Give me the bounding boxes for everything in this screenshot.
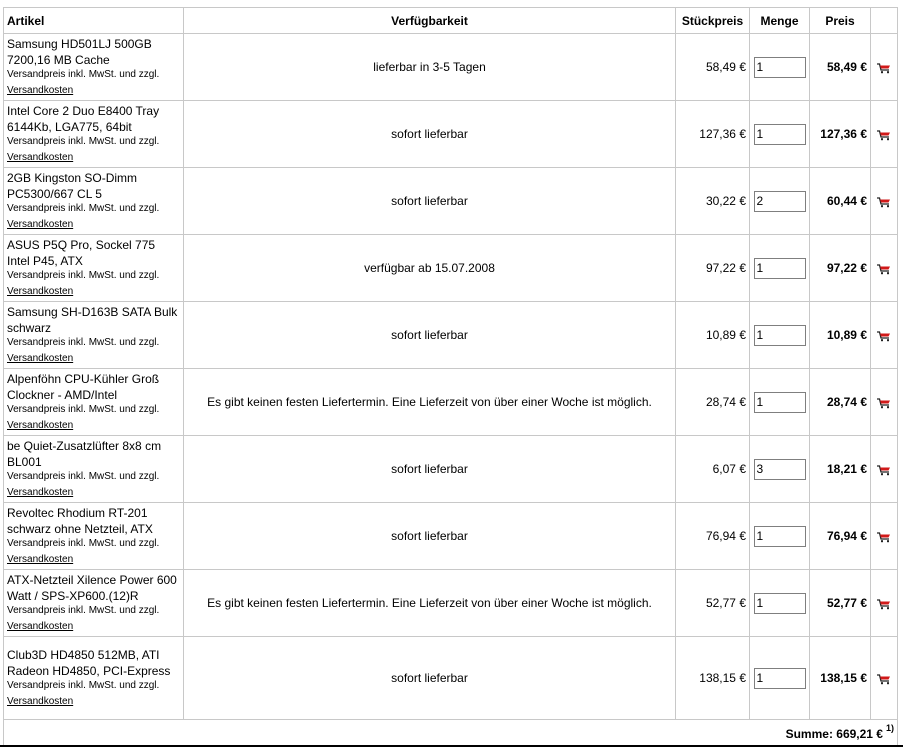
unit-price: 76,94 €	[676, 503, 750, 570]
cart-remove-icon[interactable]	[876, 463, 892, 475]
cart-row	[4, 570, 898, 637]
shipping-note: Versandpreis inkl. MwSt. und zzgl.	[7, 203, 160, 214]
item-cell	[4, 34, 184, 101]
unit-price: 10,89 €	[676, 302, 750, 369]
unit-price: 127,36 €	[676, 101, 750, 168]
availability-text: sofort lieferbar	[184, 302, 676, 369]
cart-remove-icon[interactable]	[876, 329, 892, 341]
unit-price: 97,22 €	[676, 235, 750, 302]
availability-text: sofort lieferbar	[184, 436, 676, 503]
cart-total: Summe: 669,21 €	[785, 727, 883, 741]
availability-text: verfügbar ab 15.07.2008	[184, 235, 676, 302]
availability-text: lieferbar in 3-5 Tagen	[184, 34, 676, 101]
cart-row	[4, 235, 898, 302]
remove-cell	[871, 168, 898, 235]
line-total: 28,74 €	[810, 369, 871, 436]
line-total: 58,49 €	[810, 34, 871, 101]
item-cell	[4, 436, 184, 503]
item-name: Intel Core 2 Duo E8400 Tray 6144Kb, LGA775, 64bit	[7, 104, 160, 134]
sum-row	[4, 720, 898, 747]
quantity-cell	[750, 101, 810, 168]
line-total: 52,77 €	[810, 570, 871, 637]
availability-text: sofort lieferbar	[184, 168, 676, 235]
remove-cell	[871, 369, 898, 436]
availability-text: sofort lieferbar	[184, 503, 676, 570]
availability-text: sofort lieferbar	[184, 101, 676, 168]
shopping-cart-table	[3, 7, 898, 747]
remove-cell	[871, 302, 898, 369]
quantity-cell	[750, 235, 810, 302]
remove-cell	[871, 34, 898, 101]
quantity-input[interactable]	[754, 593, 806, 614]
shipping-note: Versandpreis inkl. MwSt. und zzgl.	[7, 471, 160, 482]
line-total: 97,22 €	[810, 235, 871, 302]
cart-remove-icon[interactable]	[876, 195, 892, 207]
line-total: 127,36 €	[810, 101, 871, 168]
quantity-cell	[750, 570, 810, 637]
quantity-cell	[750, 369, 810, 436]
unit-price: 6,07 €	[676, 436, 750, 503]
shipping-cost-link[interactable]: Versandkosten	[7, 286, 74, 297]
shipping-cost-link[interactable]: Versandkosten	[7, 152, 74, 163]
header-remove	[871, 8, 898, 34]
quantity-cell	[750, 436, 810, 503]
quantity-cell	[750, 637, 810, 720]
quantity-input[interactable]	[754, 668, 806, 689]
shipping-note: Versandpreis inkl. MwSt. und zzgl.	[7, 538, 160, 549]
shipping-cost-link[interactable]: Versandkosten	[7, 696, 74, 707]
availability-text: Es gibt keinen festen Liefertermin. Eine Lieferzeit von über einer Woche ist möglich.	[184, 570, 676, 637]
remove-cell	[871, 503, 898, 570]
unit-price: 58,49 €	[676, 34, 750, 101]
shipping-cost-link[interactable]: Versandkosten	[7, 85, 74, 96]
quantity-input[interactable]	[754, 392, 806, 413]
quantity-input[interactable]	[754, 258, 806, 279]
item-cell	[4, 101, 184, 168]
shipping-note: Versandpreis inkl. MwSt. und zzgl.	[7, 337, 160, 348]
item-cell	[4, 570, 184, 637]
shipping-note: Versandpreis inkl. MwSt. und zzgl.	[7, 136, 160, 147]
item-name: Samsung HD501LJ 500GB 7200,16 MB Cache	[7, 37, 152, 67]
header-row	[4, 8, 898, 34]
cart-row	[4, 168, 898, 235]
quantity-cell	[750, 34, 810, 101]
cart-row	[4, 503, 898, 570]
quantity-input[interactable]	[754, 459, 806, 480]
shipping-note: Versandpreis inkl. MwSt. und zzgl.	[7, 680, 160, 691]
remove-cell	[871, 436, 898, 503]
cart-row	[4, 637, 898, 720]
line-total: 76,94 €	[810, 503, 871, 570]
shipping-note: Versandpreis inkl. MwSt. und zzgl.	[7, 404, 160, 415]
item-cell	[4, 235, 184, 302]
sum-footnote: 1)	[885, 723, 894, 733]
item-name: 2GB Kingston SO-Dimm PC5300/667 CL 5	[7, 171, 138, 201]
header-availability: Verfügbarkeit	[184, 8, 676, 34]
sum-cell	[4, 720, 898, 747]
item-cell	[4, 503, 184, 570]
unit-price: 138,15 €	[676, 637, 750, 720]
shipping-note: Versandpreis inkl. MwSt. und zzgl.	[7, 69, 160, 80]
item-name: Samsung SH-D163B SATA Bulk schwarz	[7, 305, 178, 335]
cart-remove-icon[interactable]	[876, 262, 892, 274]
unit-price: 28,74 €	[676, 369, 750, 436]
item-name: Revoltec Rhodium RT-201 schwarz ohne Netzteil, ATX	[7, 506, 153, 536]
line-total: 60,44 €	[810, 168, 871, 235]
remove-cell	[871, 570, 898, 637]
quantity-input[interactable]	[754, 191, 806, 212]
header-unit-price: Stückpreis	[676, 8, 750, 34]
header-artikel: Artikel	[4, 8, 184, 34]
shipping-cost-link[interactable]: Versandkosten	[7, 420, 74, 431]
item-cell	[4, 302, 184, 369]
remove-cell	[871, 235, 898, 302]
shipping-cost-link[interactable]: Versandkosten	[7, 353, 74, 364]
item-cell	[4, 637, 184, 720]
line-total: 10,89 €	[810, 302, 871, 369]
header-quantity: Menge	[750, 8, 810, 34]
shipping-cost-link[interactable]: Versandkosten	[7, 487, 74, 498]
unit-price: 30,22 €	[676, 168, 750, 235]
remove-cell	[871, 637, 898, 720]
cart-remove-icon[interactable]	[876, 530, 892, 542]
cart-row	[4, 302, 898, 369]
cart-remove-icon[interactable]	[876, 597, 892, 609]
item-cell	[4, 369, 184, 436]
unit-price: 52,77 €	[676, 570, 750, 637]
cart-remove-icon[interactable]	[876, 396, 892, 408]
quantity-input[interactable]	[754, 325, 806, 346]
shipping-cost-link[interactable]: Versandkosten	[7, 621, 74, 632]
line-total: 138,15 €	[810, 637, 871, 720]
line-total: 18,21 €	[810, 436, 871, 503]
shipping-cost-link[interactable]: Versandkosten	[7, 554, 74, 565]
item-name: Club3D HD4850 512MB, ATI Radeon HD4850, PCI-Express	[7, 648, 171, 678]
cart-remove-icon[interactable]	[876, 672, 892, 684]
quantity-cell	[750, 168, 810, 235]
cart-remove-icon[interactable]	[876, 128, 892, 140]
cart-row	[4, 369, 898, 436]
remove-cell	[871, 101, 898, 168]
shipping-cost-link[interactable]: Versandkosten	[7, 219, 74, 230]
quantity-input[interactable]	[754, 526, 806, 547]
quantity-cell	[750, 503, 810, 570]
cart-row	[4, 436, 898, 503]
shipping-note: Versandpreis inkl. MwSt. und zzgl.	[7, 605, 160, 616]
cart-row	[4, 34, 898, 101]
cart-row	[4, 101, 898, 168]
item-cell	[4, 168, 184, 235]
item-name: ASUS P5Q Pro, Sockel 775 Intel P45, ATX	[7, 238, 156, 268]
item-name: Alpenföhn CPU-Kühler Groß Clockner - AMD/Intel	[7, 372, 160, 402]
item-name: be Quiet-Zusatzlüfter 8x8 cm BL001	[7, 439, 162, 469]
cart-remove-icon[interactable]	[876, 61, 892, 73]
availability-text: Es gibt keinen festen Liefertermin. Eine Lieferzeit von über einer Woche ist möglich.	[184, 369, 676, 436]
header-price: Preis	[810, 8, 871, 34]
bottom-divider	[0, 745, 903, 747]
item-name: ATX-Netzteil Xilence Power 600 Watt / SPS-XP600.(12)R	[7, 573, 177, 603]
quantity-input[interactable]	[754, 57, 806, 78]
availability-text: sofort lieferbar	[184, 637, 676, 720]
shipping-note: Versandpreis inkl. MwSt. und zzgl.	[7, 270, 160, 281]
quantity-input[interactable]	[754, 124, 806, 145]
quantity-cell	[750, 302, 810, 369]
